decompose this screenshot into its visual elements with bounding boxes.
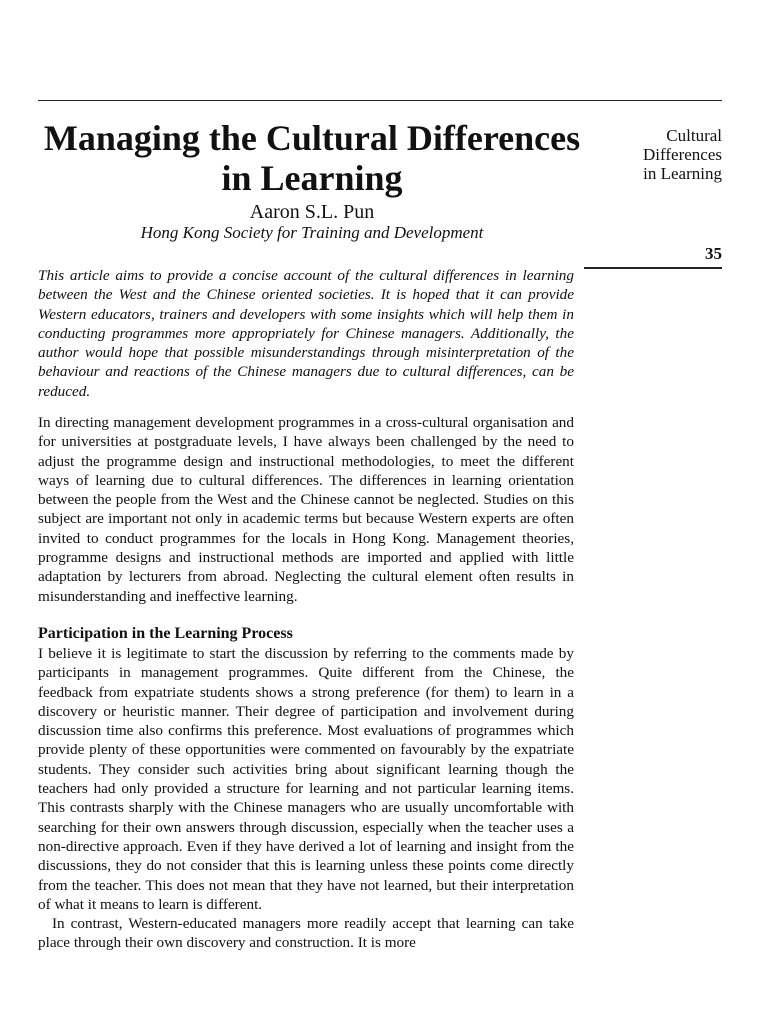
abstract: This article aims to provide a concise account of the cultural differences in learning between the West and the Chinese oriented societies. It is hoped that it can provide Western educators, trainers and developers with some insights which will help them in conducting programmes more appropriately for Chinese managers. Additionally, the author would hope that possible misunderstandings through misinterpretation of the behaviour and reactions of the Chinese managers due to cultural differences, can be reduced. <box>38 267 574 400</box>
running-head-line: Cultural <box>666 126 722 145</box>
body-paragraph: I believe it is legitimate to start the discussion by referring to the comments made by participants in management programmes. Quite different from the Chinese, the feedback from expatriate students shows a strong preference (for them) to learn in a discovery or heuristic manner. Their degree of participation and involvement during discussion time also confirms this preference. Most evaluations of programmes which provide plenty of these opportunities were commented on favourably by the expatriate students. They consider such activities bring about significant learning though the teachers had only provided a structure for learning and not particular learning items. This contrasts sharply with the Chinese managers who are usually uncomfortable with searching for their own answers through discussion, especially when the teacher uses a non-directive approach. Even if they have derived a lot of learning and insight from the discussions, they do not consider that this is learning unless these points come directly from the teacher. This does not mean that they have not learned, but their interpretation of what it means to learn is different. <box>38 644 574 913</box>
side-rule <box>584 267 722 269</box>
running-head <box>600 126 722 183</box>
article-author: Aaron S.L. Pun <box>249 201 375 223</box>
intro-paragraph: In directing management development programmes in a cross-cultural organisation and for universities at postgraduate levels, I have always been challenged by the need to adjust the programme design and instructional methodologies, to meet the different ways of learning due to cultural differences. The differences in learning orientation between the people from the West and the Chinese cannot be neglected. Studies on this subject are important not only in academic terms but because Western experts are often invited to conduct programmes for the locals in Hong Kong. Management theories, programme designs and instructional methods are imported and applied with little adaptation by lecturers from abroad. Neglecting the cultural element often results in misunderstanding and ineffective learning. <box>38 414 574 605</box>
top-rule <box>38 100 722 101</box>
article-title: Managing the Cultural Differences in Learning <box>43 118 581 198</box>
section-heading: Participation in the Learning Process <box>38 624 293 642</box>
author-affiliation: Hong Kong Society for Training and Development <box>140 223 484 242</box>
body-paragraph: In contrast, Western-educated managers more readily accept that learning can take place through their own discovery and construction. It is more <box>38 915 574 952</box>
page-number: 35 <box>705 244 722 263</box>
article-body <box>38 413 574 953</box>
running-head-line: Differences <box>643 145 722 164</box>
running-head-line: in Learning <box>643 164 722 183</box>
